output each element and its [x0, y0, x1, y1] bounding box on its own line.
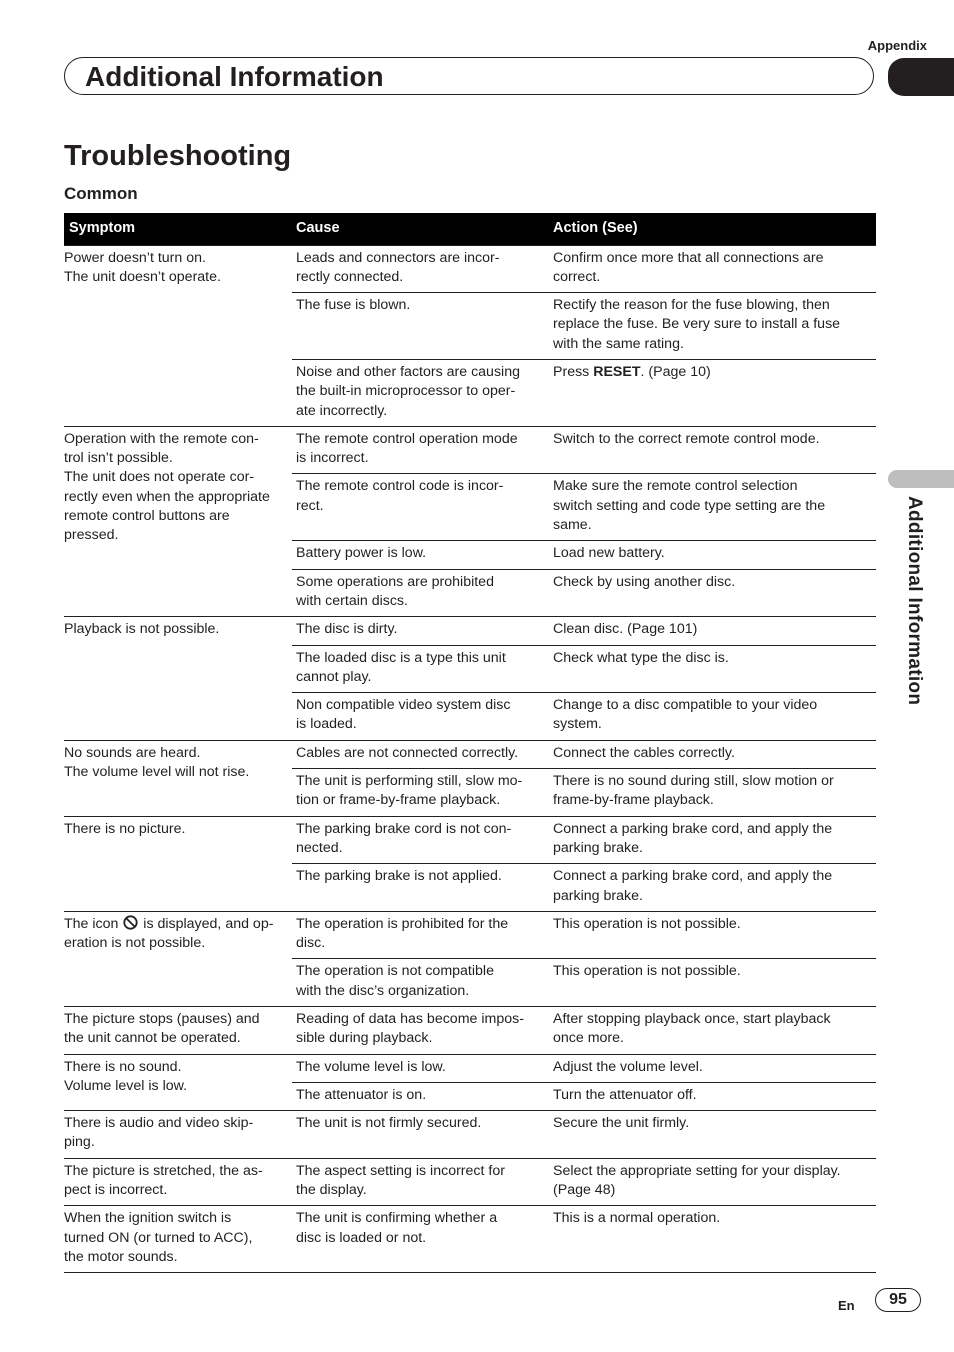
table-row [64, 1206, 876, 1273]
symptom-cell: When the ignition switch is turned ON (or turned to ACC), the motor sounds. [64, 1206, 292, 1273]
action-cell: Connect the cables correctly. [549, 740, 876, 768]
section-banner [64, 57, 874, 95]
action-text-pre: Press [553, 363, 594, 380]
symptom-cell: Operation with the remote con- trol isn’t possible. The unit does not operate cor- rectly even when the appropriate remote control buttons are pressed. [64, 426, 292, 616]
symptom-cell: No sounds are heard. The volume level will not rise. [64, 740, 292, 816]
table-row [64, 911, 876, 959]
cause-cell: Leads and connectors are incor- rectly connected. [292, 245, 549, 293]
symptom-text-post: is displayed, and op- eration is not possible. [64, 915, 274, 952]
action-cell: Adjust the volume level. [549, 1054, 876, 1082]
cause-cell: The attenuator is on. [292, 1082, 549, 1110]
cause-cell: Battery power is low. [292, 541, 549, 569]
action-cell: Switch to the correct remote control mode. [549, 426, 876, 474]
symptom-cell: The picture stops (pauses) and the unit cannot be operated. [64, 1007, 292, 1055]
appendix-tab [888, 58, 954, 96]
action-cell: Rectify the reason for the fuse blowing, then replace the fuse. Be very sure to install a fuse with the same rating. [549, 293, 876, 360]
cause-cell: The volume level is low. [292, 1054, 549, 1082]
cause-cell: The unit is not firmly secured. [292, 1111, 549, 1159]
column-header-symptom: Symptom [64, 213, 292, 245]
table-header-row [64, 213, 876, 245]
cause-cell: Cables are not connected correctly. [292, 740, 549, 768]
table-row [64, 740, 876, 768]
action-cell: This is a normal operation. [549, 1206, 876, 1273]
column-header-action: Action (See) [549, 213, 876, 245]
page-number: 95 [875, 1288, 921, 1312]
action-cell: Make sure the remote control selection switch setting and code type setting are the same. [549, 474, 876, 541]
action-cell: Clean disc. (Page 101) [549, 617, 876, 645]
troubleshooting-table [64, 213, 876, 1273]
symptom-cell [64, 911, 292, 1006]
table-row [64, 1054, 876, 1082]
symptom-cell: There is audio and video skip- ping. [64, 1111, 292, 1159]
action-cell: This operation is not possible. [549, 959, 876, 1007]
symptom-cell: Power doesn’t turn on. The unit doesn’t operate. [64, 245, 292, 426]
cause-cell: The operation is not compatible with the disc’s organization. [292, 959, 549, 1007]
table-row [64, 1158, 876, 1206]
action-cell: Connect a parking brake cord, and apply the parking brake. [549, 816, 876, 864]
cause-cell: The aspect setting is incorrect for the display. [292, 1158, 549, 1206]
reset-keyword: RESET [593, 363, 641, 380]
action-cell: Connect a parking brake cord, and apply the parking brake. [549, 864, 876, 912]
cause-cell: The loaded disc is a type this unit cannot play. [292, 645, 549, 693]
action-cell: Change to a disc compatible to your video system. [549, 693, 876, 741]
table-row [64, 245, 876, 293]
symptom-cell: Playback is not possible. [64, 617, 292, 740]
cause-cell: The remote control code is incor- rect. [292, 474, 549, 541]
table-row [64, 426, 876, 474]
cause-cell: The remote control operation mode is incorrect. [292, 426, 549, 474]
appendix-label: Appendix [867, 38, 927, 53]
action-cell: This operation is not possible. [549, 911, 876, 959]
column-header-cause: Cause [292, 213, 549, 245]
cause-cell: The unit is performing still, slow mo- tion or frame-by-frame playback. [292, 769, 549, 817]
table-row [64, 816, 876, 864]
cause-cell: Noise and other factors are causing the built-in microprocessor to oper- ate incorrectly. [292, 359, 549, 426]
prohibited-icon [123, 915, 138, 930]
cause-cell: The operation is prohibited for the disc. [292, 911, 549, 959]
cause-cell: The unit is confirming whether a disc is loaded or not. [292, 1206, 549, 1273]
action-cell: Confirm once more that all connections are correct. [549, 245, 876, 293]
symptom-cell: The picture is stretched, the as- pect is incorrect. [64, 1158, 292, 1206]
symptom-text-pre: The icon [64, 915, 123, 932]
cause-cell: The parking brake cord is not con- nected. [292, 816, 549, 864]
action-cell: Turn the attenuator off. [549, 1082, 876, 1110]
action-cell: Select the appropriate setting for your display. (Page 48) [549, 1158, 876, 1206]
action-cell [549, 359, 876, 426]
action-cell: There is no sound during still, slow motion or frame-by-frame playback. [549, 769, 876, 817]
cause-cell: The disc is dirty. [292, 617, 549, 645]
cause-cell: Reading of data has become impos- sible during playback. [292, 1007, 549, 1055]
action-cell: Load new battery. [549, 541, 876, 569]
table-body [64, 245, 876, 1273]
banner-title: Additional Information [85, 61, 384, 92]
action-cell: Secure the unit firmly. [549, 1111, 876, 1159]
cause-cell: Some operations are prohibited with certain discs. [292, 569, 549, 617]
table-row [64, 1111, 876, 1159]
cause-cell: Non compatible video system disc is loaded. [292, 693, 549, 741]
action-cell: After stopping playback once, start playback once more. [549, 1007, 876, 1055]
symptom-cell: There is no picture. [64, 816, 292, 911]
cause-cell: The fuse is blown. [292, 293, 549, 360]
table-row [64, 617, 876, 645]
cause-cell: The parking brake is not applied. [292, 864, 549, 912]
section-heading: Common [64, 184, 138, 203]
action-cell: Check by using another disc. [549, 569, 876, 617]
page-title: Troubleshooting [64, 140, 292, 172]
action-cell: Check what type the disc is. [549, 645, 876, 693]
side-tab-marker [888, 470, 954, 488]
action-text-post: . (Page 10) [640, 363, 711, 380]
symptom-cell: There is no sound. Volume level is low. [64, 1054, 292, 1111]
table-row [64, 1007, 876, 1055]
language-label: En [838, 1298, 855, 1313]
side-section-label: Additional Information [904, 496, 925, 706]
